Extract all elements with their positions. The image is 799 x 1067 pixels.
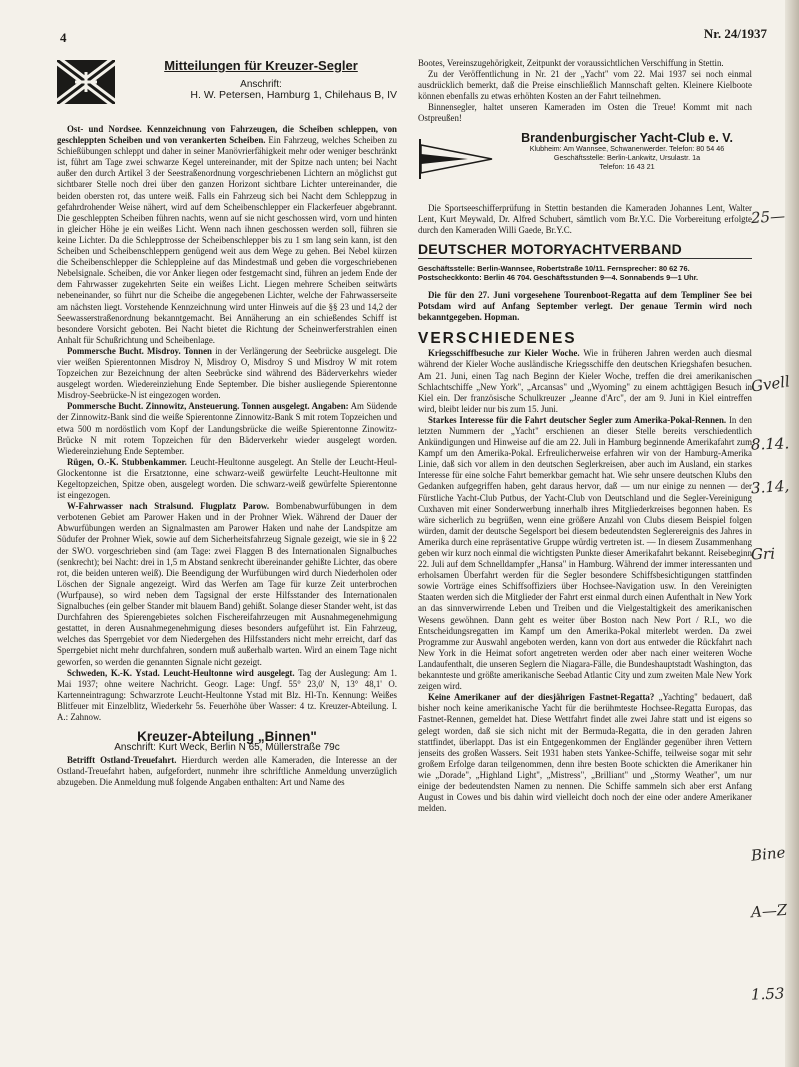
dmv-info-2: Postscheckkonto: Berlin 46 704. Geschäftsstunden 9—4. Sonnabends 9—1 Uhr.: [418, 272, 699, 282]
kreuzer-paragraph: [57, 668, 397, 723]
kreuzer-text: Am Südende der Zinnowitz-Bank sind die weiße Spierentonne Zinnowitz-Bank S mit rotem Topzeichen und etwa 500 m nordöstlich vom Kopf der Landungsbrücke die weiße Spierentonne Zinowitz-Brücke N mit rotem Topzeichen für den Bäderverkehr wieder ausgelegt worden. Wiedereinziehung Ende September.: [57, 401, 397, 456]
margin-note: 8.14.: [750, 434, 790, 454]
kreuzer-paragraph: [57, 346, 397, 401]
kreuzer-lead: W-Fahrwasser nach Stralsund. Flugplatz Parow.: [67, 501, 270, 512]
margin-note: 25—: [750, 206, 786, 228]
binnen-paragraph: [57, 755, 397, 788]
kreuzer-text: Ein Fahrzeug, welches Scheiben zu Schießübungen schleppt und daher in seiner Manövrierfähigkeit mehr oder weniger beschränkt ist, führt am Tage zwei schwarze Kegel untereinander, mit der Spitze nach unten; bei Nacht außer den durch Artikel 3 der Seestraßenordnung vorgeschriebenen Lichtern an möglichst gut sichtbarer Stelle noch drei über den ganzen Horizont sichtbare Lichter untereinander, die beiden obersten rot, das untere weiß. Falls ein Fahrzeug sich bei Nacht dem Schleppzug in gefahrdrohender Weise nähert, wird auf dem Scheibenschlepper ein Flackerfeuer abgebrannt. Die geschleppten Scheiben führen nachts, wenn auf sie nicht geschossen wird, vorn und hinten in gleicher Höhe je ein weißes Licht. Wenn nach ihnen geschossen werden soll, führen sie keine Lichter. Da die Schlepptrosse der Scheibenschlepper bis zu 1 sm lang sein kann, ist den Scheiben und Scheibenschleppern genügend weit aus dem Wege zu gehen. Bei Nebel kürzen die Scheibenschlepper die Schleppleine auf das Mindestmaß und geben die vorgeschriebenen Nebelsignale. Scheiben, die vor Anker liegen oder festgemacht sind, führen an jedem Ende der dem Fahrwasser zugekehrten Seite ein weißes Licht. Liegen mehrere Scheiben seitwärts nebeneinander, so führt nur die Scheibe die angegebenen Lichter, welche der Fahrwasserseite am nächsten liegt. Vorstehende Kennzeichnung wird unter Hinweis auf die §§ 23 und 14,2 der Seewasserstraßenordnung bekanntgemacht. Bei Annäherung an ein schießendes Schiff ist besondere Vorsicht geboten. Bei Nacht bietet die Richtung der Scheinwerferstrahlen einen Anhalt für Schußrichtung und Scheibenlage.: [57, 135, 397, 345]
right-p1: Bootes, Vereinszugehörigkeit, Zeitpunkt der voraussichtlichen Verschiffung in Stettin.: [418, 58, 724, 68]
kreuzer-paragraph: [57, 457, 397, 501]
verschiedenes-text: Wie in früheren Jahren werden auch diesmal während der Kieler Woche ausländische Kriegsschiffe den deutschen Kriegshafen besuchen. Am 21. Juni, einen Tag nach Beginn der Kieler Woche, treffen die drei amerikanischen Schlachtschiffe „New York", „Arcansas" und „Wyoming" zu einem achttägigen Besuch in Kiel ein. Der französische Schulkreuzer „Jeanne d'Arc", der am 9. Juni in Kiel eintreffen wird, bleibt leider nur bis zum 15. Juni.: [418, 348, 752, 414]
byc-text: Die Sportseeschifferprüfung in Stettin bestanden die Kameraden Johannes Lent, Walter Lent, Kurt Meywald, Dr. Alfred Schubert, sämtlich vom Br.Y.C. Die Vorbereitung erfolgte durch den Kameraden Willi Gaede, Br.Y.C.: [418, 202, 752, 235]
kreuzer-text: Bombenabwurfübungen in dem verbotenen Gebiet am Parower Haken und in der Prohner Wiek. Während der Dauer der Abwurfübungen werden an Signalmasten am Parower Haken und nahe der Landspitze am Südufer der Prohner Wiek, sowie auf dem Sicherheitsfahrzeug Signale gezeigt, wie sie in § 22 der SWO. vorgeschrieben sind (am Tage: zwei Flaggen B des Internationalen Signalbuches (senkrecht); bei Nacht: drei in 1,5 m Abstand senkrecht übereinander gehißte Lichter, das obere rot, die beiden unteren weiß). Die Beendigung der Wurfübungen wird durch Niederholen oder Löschen der Signale angezeigt. Wird das Werfen am Tage für kurze Zeit unterbrochen (Wurfpause), so wird neben dem Tagsignal der erste Hilfsstander des Internationalen Signalbuches (ein gelber Stander mit blauem Band) gehißt. Solange dieser Stander weht, ist das Durchfahren des Spierengebietes solchen Fischereifahrzeugen mit Ausnahmegenehmigung gestattet, in deren Ausnahmegenehmigung dieses besonders aufgeführt ist. Ein Fahrzeug, welches das Sperrgebiet vor dem Niedergehen des Hilfsstanders nicht mehr erreicht, darf das Sperrgebiet nicht mehr durchfahren, sondern muß außerhalb warten. Wird an einem Tage nicht geworfen, so werden die genannten Signale nicht gezeigt.: [57, 501, 397, 667]
verschiedenes-title: VERSCHIEDENES: [418, 330, 577, 348]
byc-name: Brandenburgischer Yacht-Club e. V.: [521, 130, 733, 145]
binnen-lead: Betrifft Ostland-Treuefahrt.: [67, 755, 177, 766]
margin-note: A—Z: [750, 900, 788, 922]
byc-line3: Telefon: 16 43 21: [599, 161, 655, 171]
margin-note: Bine: [750, 843, 787, 865]
verschiedenes-lead: Keine Amerikaner auf der diesjährigen Fastnet-Regatta?: [428, 692, 655, 703]
verschiedenes-paragraph: [418, 692, 752, 814]
left-column: [57, 58, 397, 1058]
page-number: 4: [60, 30, 67, 45]
verschiedenes-text: In den letzten Nummern der „Yacht" erschienen an dieser Stelle bereits verschiedentlich Ankündigungen und Hinweise auf die am 22. Juli in Hamburg beginnende Amerikafahrt zum Kampf um den Amerika-Pokal. Erfreulicherweise erfahren wir von der Hamburg-Amerika Linie, daß sich vor allem in den deutschen Seglerkreisen, aber auch im Ausland, ein starkes Interesse für eine solche Fahrt bemerkbar gemacht hat. Wie sehr unsere deutschen Klubs den Gedanken aufgegriffen haben, geht daraus hervor, daß — um nur einige zu nennen — der Fürstliche Yacht-Club Putbus, der Yacht-Club von Deutschland und die Segler-Vereinigung Cuxhaven mit einer Sonderwerbung innerhalb ihres Mitgliederkreises begonnen haben. Es wäre sicherlich zu begrüßen, wenn eine größere Anzahl von Clubs diesem Beispiel folgen würden, damit der deutsche Segelsport bei diesem bedeutendsten Seglerereignis des Jahres in Amerika durch eine repräsentative Gruppe würdig vertreten ist. — In diesem Zusammenhang geben wir kurz noch einmal die wichtigsten Punkte dieser Amerikafahrt bekannt. Reisebeginn 22. Juli auf dem Schnelldampfer „Hansa" in Hamburg. Während der immer interessanten und erholsamen Überfahrt werden für die Segler besondere Schiffsbesichtigungen stattfinden sowie Vorträge eines Schiffsoffiziers über Hochsee-Navigation usw. In den Vereinigten Staaten werden sich die Mitglieder der Fahrt erst einmal durch einen Aufenthalt in New York an das sinnverwirrende Leben und Treiben und die Vielgestaltigkeit des amerikanischen Wesens gewöhnen. Dann geht es weiter über Boston nach New Port / R.I., wo die Entscheidungsregatten im Kampf um den Amerika-Pokal miterlebt werden. Da zwei Programme zur Auswahl angeboten werden, kann von dort aus entweder die Rückfahrt nach New York in die Heimat sofort angetreten werden oder aber nach einer weiteren Woche Landaufenthalt, die unseren Seglern die Niagara-Fälle, die Bundeshauptstadt Washington, das bekannteste und größte amerikanische Seebad Atlantic City und zum zweiten Male New York zeigen wird.: [418, 414, 752, 692]
club-pennant-icon: [418, 139, 494, 179]
verschiedenes-paragraph: [418, 415, 752, 692]
kreuzer-lead: Pommersche Bucht. Misdroy. Tonnen: [67, 345, 212, 356]
kreuzer-address-label: Anschrift:: [240, 79, 282, 91]
kreuzer-paragraph: [57, 401, 397, 456]
dmv-text: Die für den 27. Juni vorgesehene Tourenboot-Regatta auf dem Templiner See bei Potsdam wird auf Anfang September verlegt. Der genaue Termin wird noch bekanntgegeben. Hopman.: [418, 289, 752, 323]
kreuzer-lead: Pommersche Bucht. Zinnowitz, Ansteuerung. Tonnen ausgelegt. Angaben:: [67, 401, 349, 412]
kreuzer-address: H. W. Petersen, Hamburg 1, Chilehaus B, IV: [190, 89, 397, 102]
kreuzer-articles: [57, 124, 397, 723]
verschiedenes-lead: Kriegsschiffbesuche zur Kieler Woche.: [428, 348, 580, 359]
margin-note: Gvell: [749, 372, 792, 396]
kreuzer-text: Tag der Auslegung: Am 1. Mai 1937; ohne weitere Nachricht. Geogr. Lage: Ungf. 55° 23,0' N, 13° 48,1' O. Kartenneintragung: Schwarzrote Leucht-Heultonne Ystad mit Blz. Hl-Tn. Kennung: Weißes Blitfeuer mit Einzelblitz, Wiederkehr 5s. Feuerhöhe über Wasser: 4 tz. Kreuzer-Abteilung. I. A.: Zahnow.: [57, 667, 397, 722]
byc-line2: Geschäftsstelle: Berlin-Lankwitz, Ursulastr. 1a: [553, 152, 701, 162]
verschiedenes-text: „Yachting" bedauert, daß bisher noch keine amerikanische Yacht für die berühmteste Hochsee-Regatta Europas, das Fastnet-Rennen, gemeldet hat. Diese Wettfahrt findet alle zwei Jahre statt und ist eigens so gelegt worden, daß sie sich nicht mit der Bermuda-Regatta, die in den geraden Jahren stattfindet, überlappt. Das ist ein Entgegenkommen der Engländer gegenüber ihren Vettern jenseits des großen Wassers. Seit 1931 haben stets Yankee-Schiffe, teilweise sogar mit sehr großem Erfolge daran teilgenommen, denn ihre besten Boote schickten die Amerikaner hin wie „Dorade", „Highland Light", „Mistress", „Brilliant" und „Stormy Weather", um nur einige der bedeutendsten Namen zu nennen. Die Schiffe sammeln sich aber erst Anfang August in Cowes und bis dahin wird vielleicht doch noch der eine oder andere Amerikaner melden.: [418, 692, 752, 814]
kreuzer-lead: Rügen, O.-K. Stubbenkammer.: [67, 456, 187, 467]
margin-note: 3.14,: [750, 476, 790, 498]
right-p3: Binnensegler, haltet unseren Kameraden im Osten die Treue! Kommt mit nach Ostpreußen!: [418, 102, 752, 124]
kreuzer-title: Mitteilungen für Kreuzer-Segler: [164, 58, 358, 73]
handwritten-margin-notes: [747, 0, 799, 1067]
verschiedenes-articles: [418, 348, 752, 814]
kreuzer-paragraph: [57, 124, 397, 346]
byc-header: [418, 130, 752, 199]
kreuzer-lead: Schweden, K.-K. Ystad. Leucht-Heultonne wird ausgelegt.: [67, 667, 295, 678]
dmv-info-1: Geschäftsstelle: Berlin-Wannsee, Robertstraße 10/11. Fernsprecher: 80 62 76.: [418, 263, 690, 273]
kreuzer-header: [57, 58, 397, 120]
right-column: [418, 58, 752, 1058]
kreuzer-text: Leucht-Heultonne ausgelegt. An Stelle der Leucht-Heul-Glockentonne ist die Ersatztonne, eine schwarz-weiß gewürfelte Leucht-Heultonne mit Kegeltopzeichen, Spitze oben, ausgelegt worden. Die schwarz-weiß gewürfelte Spierentonne ist eingezogen.: [57, 456, 397, 501]
dmv-title: DEUTSCHER MOTORYACHTVERBAND: [418, 240, 682, 257]
kreuzer-text: in der Verlängerung der Seebrücke ausgelegt. Die vier weißen Spierentonnen Misdroy N, Misdroy O, Misdroy S und Misdroy W mit rotem Topzeichen zur Bezeichnung der alten Seebrücke sind während des Bäderverkehrs wieder ausgelegt worden. Wiedereinziehung Ende September. Die bisher ausliegende Spierentonne Misdroy-Seebrücke-N ist eingezogen worden.: [57, 345, 397, 401]
byc-line1: Klubheim: Am Wannsee, Schwanenwerder. Telefon: 80 54 46: [529, 143, 725, 153]
kreuzer-lead: Ost- und Nordsee. Kennzeichnung von Fahrzeugen, die Scheiben schleppen, von geschleppten Scheiben und von verankerten Scheiben.: [57, 124, 397, 146]
margin-note: Gri: [750, 544, 776, 564]
kreuzer-paragraph: [57, 501, 397, 667]
verschiedenes-lead: Starkes Interesse für die Fahrt deutscher Segler zum Amerika-Pokal-Rennen.: [428, 414, 727, 425]
binnen-text: Hierdurch werden alle Kameraden, die Interesse an der Ostland-Treuefahrt haben, aufgefordert, nunmehr ihre schriftliche Anmeldung unverzüglich abzugeben. Die Anmeldung muß folgende Angaben enthalten: Art und Name des: [57, 755, 397, 788]
verschiedenes-paragraph: [418, 348, 752, 415]
right-p2: Zu der Veröffentlichung in Nr. 21 der „Yacht" vom 22. Mai 1937 sei noch einmal ausdrücklich bemerkt, daß die Preise einschließlich Mannschaft gelten. Kleinere Kielboote können ebenfalls zu etwas erhöhten Kosten an der Fahrt teilnehmen.: [418, 69, 752, 102]
issue-number: Nr. 24/1937: [703, 26, 767, 41]
binnen-title: Kreuzer-Abteilung „Binnen": [137, 729, 317, 745]
binnen-address: Anschrift: Kurt Weck, Berlin N 65, Müllerstraße 79c: [114, 742, 340, 754]
club-flag-icon: [57, 60, 115, 104]
margin-note: 1.53: [750, 984, 785, 1004]
dmv-rule: [418, 258, 752, 259]
